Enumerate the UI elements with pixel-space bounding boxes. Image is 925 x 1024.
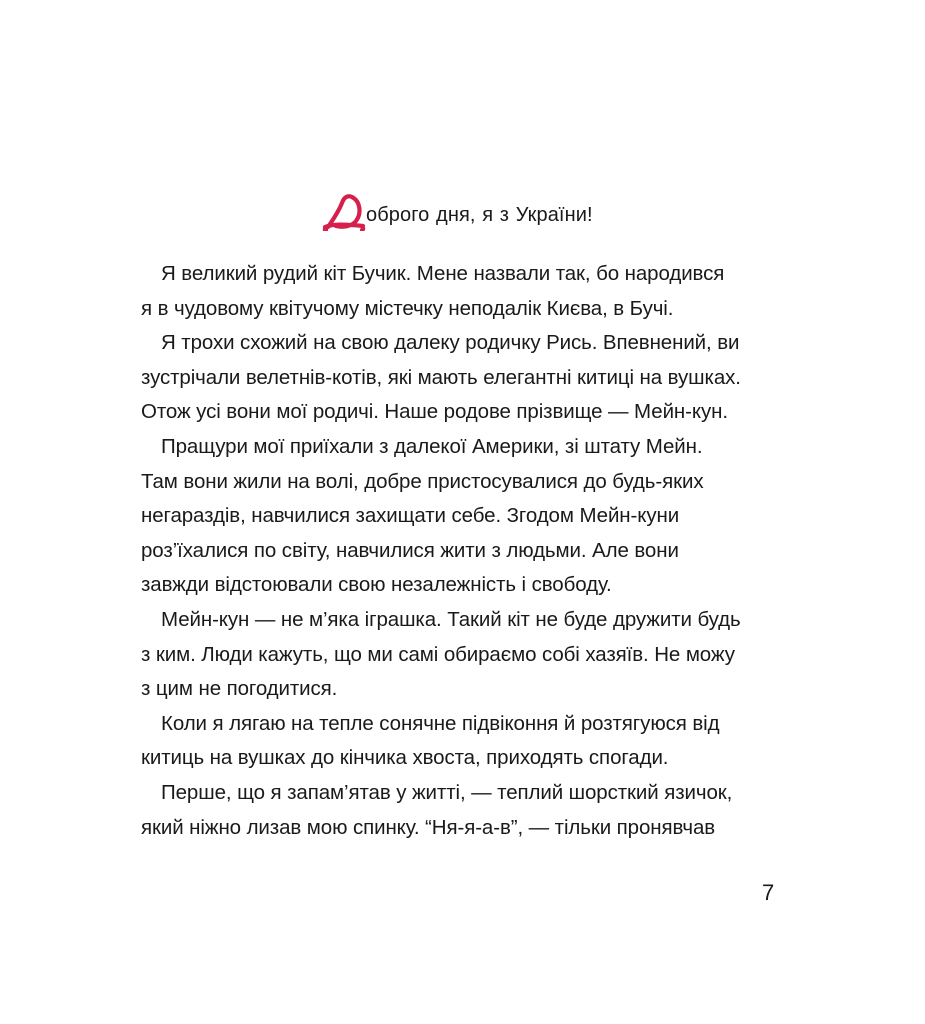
text-line: я в чудовому квітучому містечку неподалік Києва, в Бучі. [141, 296, 674, 320]
text-line: Отож усі вони мої родичі. Наше родове прізвище — Мейн-кун. [141, 400, 728, 424]
text-line: з цим не погодитися. [141, 677, 338, 701]
text-line: завжди відстоювали свою незалежність і свободу. [141, 573, 612, 597]
text-line: Пращури мої приїхали з далекої Америки, зі штату Мейн. [161, 434, 703, 458]
text-line: Коли я лягаю на тепле сонячне підвіконня й розтягуюся від [161, 711, 720, 735]
page-number: 7 [762, 880, 775, 905]
text-line: негараздів, навчилися захищати себе. Згодом Мейн-куни [141, 504, 680, 528]
chapter-heading [322, 187, 593, 231]
text-line: який ніжно лизав мою спинку. “Ня-я-а-в”, — тільки пронявчав [141, 815, 716, 839]
text-line: Я великий рудий кіт Бучик. Мене назвали так, бо народився [161, 262, 725, 285]
text-line: Я трохи схожий на свою далеку родичку Рись. Впевнений, ви [161, 331, 740, 355]
text-line: зустрічали велетнів-котів, які мають елегантні китиці на вушках. [141, 365, 741, 389]
text-line: Перше, що я запам’ятав у житті, — теплий шорсткий язичок, [161, 780, 733, 804]
text-line: Там вони жили на волі, добре пристосувалися до будь-яких [141, 469, 704, 493]
body-text [141, 257, 791, 845]
heading-text: оброго дня, я з України! [366, 204, 593, 226]
drop-cap-de-icon [322, 191, 366, 231]
text-line: китиць на вушках до кінчика хвоста, приходять спогади. [141, 746, 669, 770]
text-line: роз’їхалися по світу, навчилися жити з людьми. Але вони [141, 538, 679, 562]
text-line: з ким. Люди кажуть, що ми самі обираємо собі хазяїв. Не можу [141, 642, 735, 666]
text-line: Мейн-кун — не м’яка іграшка. Такий кіт не буде дружити будь [161, 607, 741, 631]
